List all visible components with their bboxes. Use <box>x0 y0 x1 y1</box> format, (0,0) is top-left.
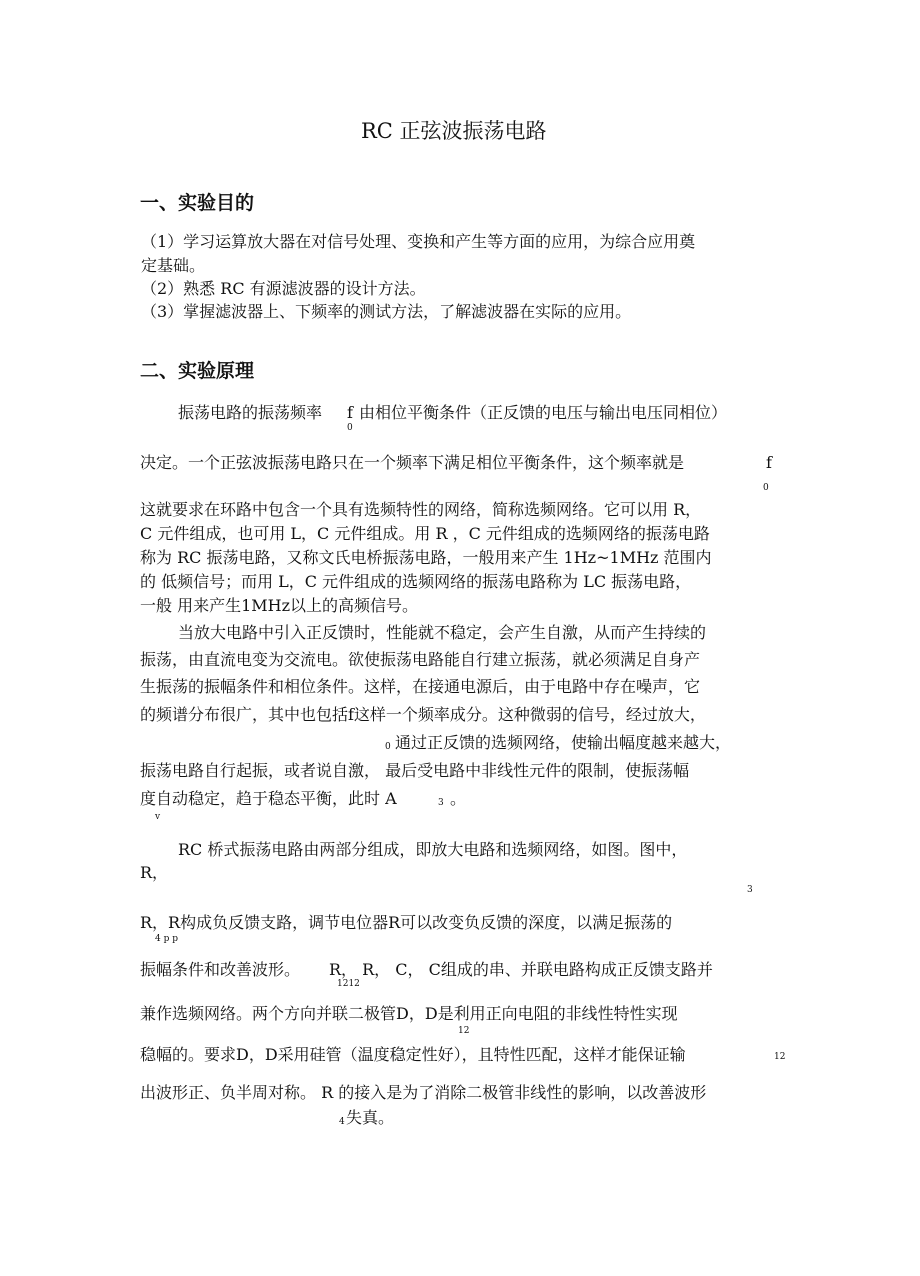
para2-line-7-end: 。 <box>450 789 467 808</box>
para1-line-3: 这就要求在环路中包含一个具有选频特性的网络，简称选频网络。它可以用 R， <box>140 500 702 519</box>
para1-line-7: 一般 用来产生1MHz以上的高频信号。 <box>140 596 419 615</box>
para1-line-6: 的 低频信号；而用 L，C 元件组成的选频网络的振荡电路称为 LC 振荡电路， <box>140 572 692 591</box>
para3-r4-rp-subscript: 4 p p <box>155 934 178 944</box>
para3-line-3: R，R构成负反馈支路，调节电位器R可以改变负反馈的深度，以满足振荡的 <box>140 913 673 932</box>
para3-line-4: R， R， C， C组成的串、并联电路构成正反馈支路并 <box>329 960 713 979</box>
purpose-line-2: （2）熟悉 RC 有源滤波器的设计方法。 <box>141 279 426 298</box>
para2-line-6: 振荡电路自行起振，或者说自激， 最后受电路中非线性元件的限制，使振荡幅 <box>140 761 690 780</box>
purpose-line-1: （1）学习运算放大器在对信号处理、变换和产生等方面的应用，为综合应用奠 <box>141 232 696 251</box>
para3-line-5: 兼作选频网络。两个方向并联二极管D，D是利用正向电阻的非线性特性实现 <box>140 1004 678 1023</box>
para2-line-5: 通过正反馈的选频网络，使输出幅度越来越大， <box>395 733 732 752</box>
section-heading-purpose: 一、实验目的 <box>140 192 255 214</box>
para2-line-4: 的频谱分布很广，其中也包括f这样一个频率成分。这种微弱的信号，经过放大， <box>140 705 706 724</box>
para2-line-2: 振荡，由直流电变为交流电。欲使振荡电路能自行建立振荡，就必须满足自身产 <box>140 650 701 669</box>
purpose-line-1-cont: 定基础。 <box>141 256 206 275</box>
para3-d1d2-subscript-2: 12 <box>774 1052 786 1062</box>
para2-line-3: 生振荡的振幅条件和相位条件。这样，在接通电源后，由于电路中存在噪声，它 <box>140 677 701 696</box>
para1-line-4: C 元件组成，也可用 L，C 元件组成。用 R ，C 元件组成的选频网络的振荡电路 <box>140 524 710 543</box>
para3-line-6: 稳幅的。要求D，D采用硅管（温度稳定性好），且特性匹配，这样才能保证输 <box>140 1045 686 1064</box>
para2-gain-value: 3 <box>438 798 444 808</box>
para3-line-1: RC 桥式振荡电路由两部分组成，即放大电路和选频网络，如图。图中， <box>178 840 688 859</box>
para3-r4-subscript: 4 <box>339 1117 345 1127</box>
para2-av-subscript: v <box>155 812 161 822</box>
para2-f0-subscript: 0 <box>385 742 391 752</box>
para3-line-2: R， <box>140 863 169 882</box>
para1-line-2: 决定。一个正弦波振荡电路只在一个频率下满足相位平衡条件，这个频率就是 <box>140 453 685 472</box>
para2-line-7: 度自动稳定，趋于稳态平衡，此时 A <box>140 789 397 808</box>
para3-d1d2-subscript: 12 <box>458 1026 470 1036</box>
para3-line-4-start: 振幅条件和改善波形。 <box>140 960 301 979</box>
para1-f-subscript: 0 <box>347 423 353 433</box>
para3-line-8: 失真。 <box>346 1108 395 1127</box>
para3-line-7: 出波形正、负半周对称。 R 的接入是为了消除二极管非线性的影响，以改善波形 <box>140 1083 707 1102</box>
para1-f0-symbol: f <box>766 453 772 472</box>
para1-line-1-tail: 由相位平衡条件（正反馈的电压与输出电压同相位） <box>359 403 728 422</box>
section-heading-principle: 二、实验原理 <box>140 360 255 382</box>
page-title: RC 正弦波振荡电路 <box>361 119 547 143</box>
para1-f0-subscript: 0 <box>763 483 769 493</box>
para2-line-1: 当放大电路中引入正反馈时，性能就不稳定，会产生自激，从而产生持续的 <box>178 623 707 642</box>
para3-rc-subscript: 1212 <box>337 979 360 989</box>
para1-line-1: 振荡电路的振荡频率 <box>178 403 323 422</box>
purpose-line-3: （3）掌握滤波器上、下频率的测试方法，了解滤波器在实际的应用。 <box>141 302 632 321</box>
para1-line-5: 称为 RC 振荡电路，又称文氏电桥振荡电路，一般用来产生 1Hz~1MHz 范围内 <box>140 548 712 567</box>
para1-f-symbol: f <box>347 403 353 422</box>
para3-r3-subscript: 3 <box>747 885 753 895</box>
